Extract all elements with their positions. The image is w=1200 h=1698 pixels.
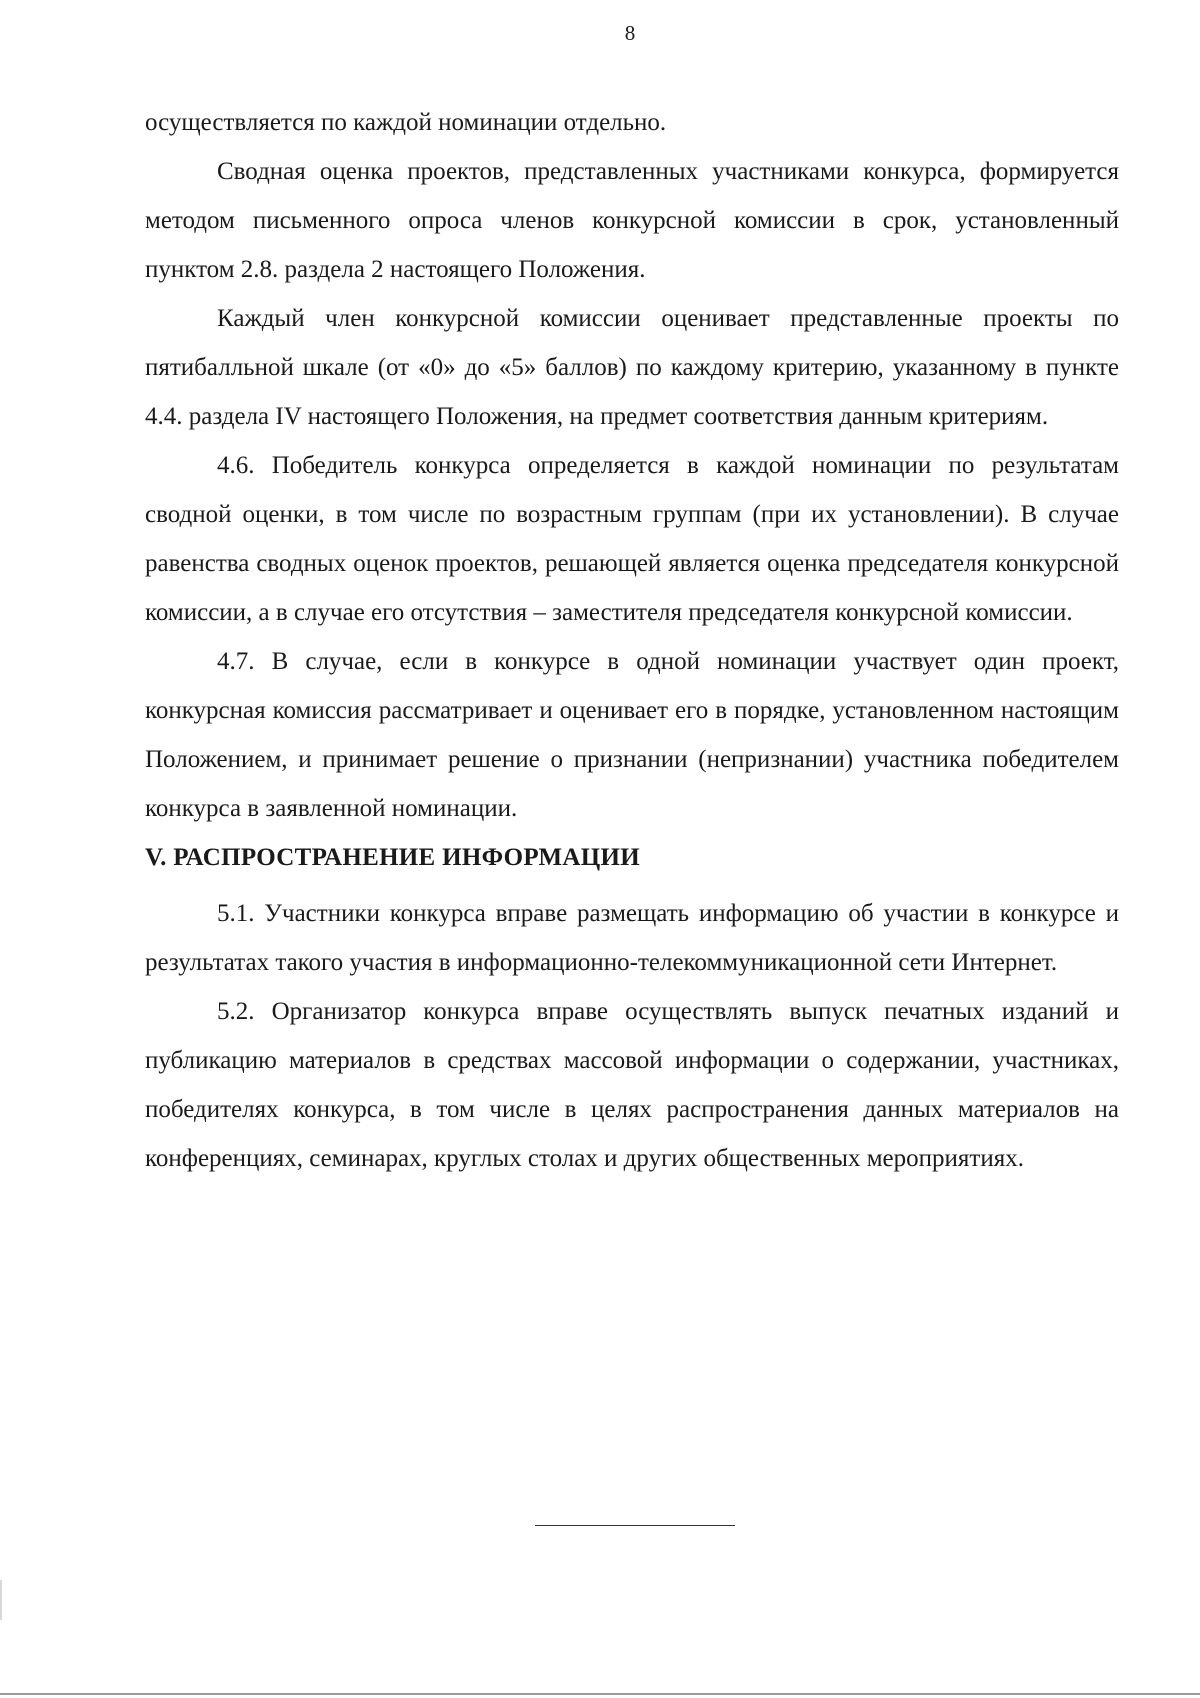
paragraph-continuation: осуществляется по каждой номинации отдельно. (145, 109, 667, 136)
paragraph-summary-evaluation: Сводная оценка проектов, представленных участниками конкурса, формируется методом письменного опроса членов конкурсной комиссии в срок, установленный пунктом 2.8. раздела 2 настоящего Положения. (145, 158, 1119, 283)
scan-edge-mark (0, 1580, 2, 1620)
section-heading: V. РАСПРОСТРАНЕНИЕ ИНФОРМАЦИИ (145, 844, 640, 871)
paragraph-5-2: 5.2. Организатор конкурса вправе осуществлять выпуск печатных изданий и публикацию материалов в средствах массовой информации о содержании, участниках, победителях конкурса, в том числе в целях распространения данных материалов на конференциях, семинарах, круглых столах и других общественных мероприятиях. (145, 998, 1119, 1172)
page-number: 8 (624, 21, 636, 45)
paragraph-member-scoring: Каждый член конкурсной комиссии оценивает представленные проекты по пятибалльной шкале (от «0» до «5» баллов) по каждому критерию, указанному в пункте 4.4. раздела IV настоящего Положения, на предмет соответствия данным критериям. (145, 305, 1119, 430)
scan-bottom-edge (0, 1693, 1200, 1695)
paragraph-5-1: 5.1. Участники конкурса вправе размещать информацию об участии в конкурсе и результатах такого участия в информационно-телекоммуникационной сети Интернет. (145, 900, 1119, 976)
paragraph-4-6: 4.6. Победитель конкурса определяется в каждой номинации по результатам сводной оценки, в том числе по возрастным группам (при их установлении). В случае равенства сводных оценок проектов, решающей является оценка председателя конкурсной комиссии, а в случае его отсутствия – заместителя председателя конкурсной комиссии. (145, 452, 1119, 626)
paragraph-4-7: 4.7. В случае, если в конкурсе в одной номинации участвует один проект, конкурсная комиссия рассматривает и оценивает его в порядке, установленном настоящим Положением, и принимает решение о признании (непризнании) участника победителем конкурса в заявленной номинации. (145, 648, 1119, 822)
document-body (145, 98, 1119, 1183)
heading-spacer (145, 882, 1119, 889)
footer-rule (535, 1525, 735, 1526)
